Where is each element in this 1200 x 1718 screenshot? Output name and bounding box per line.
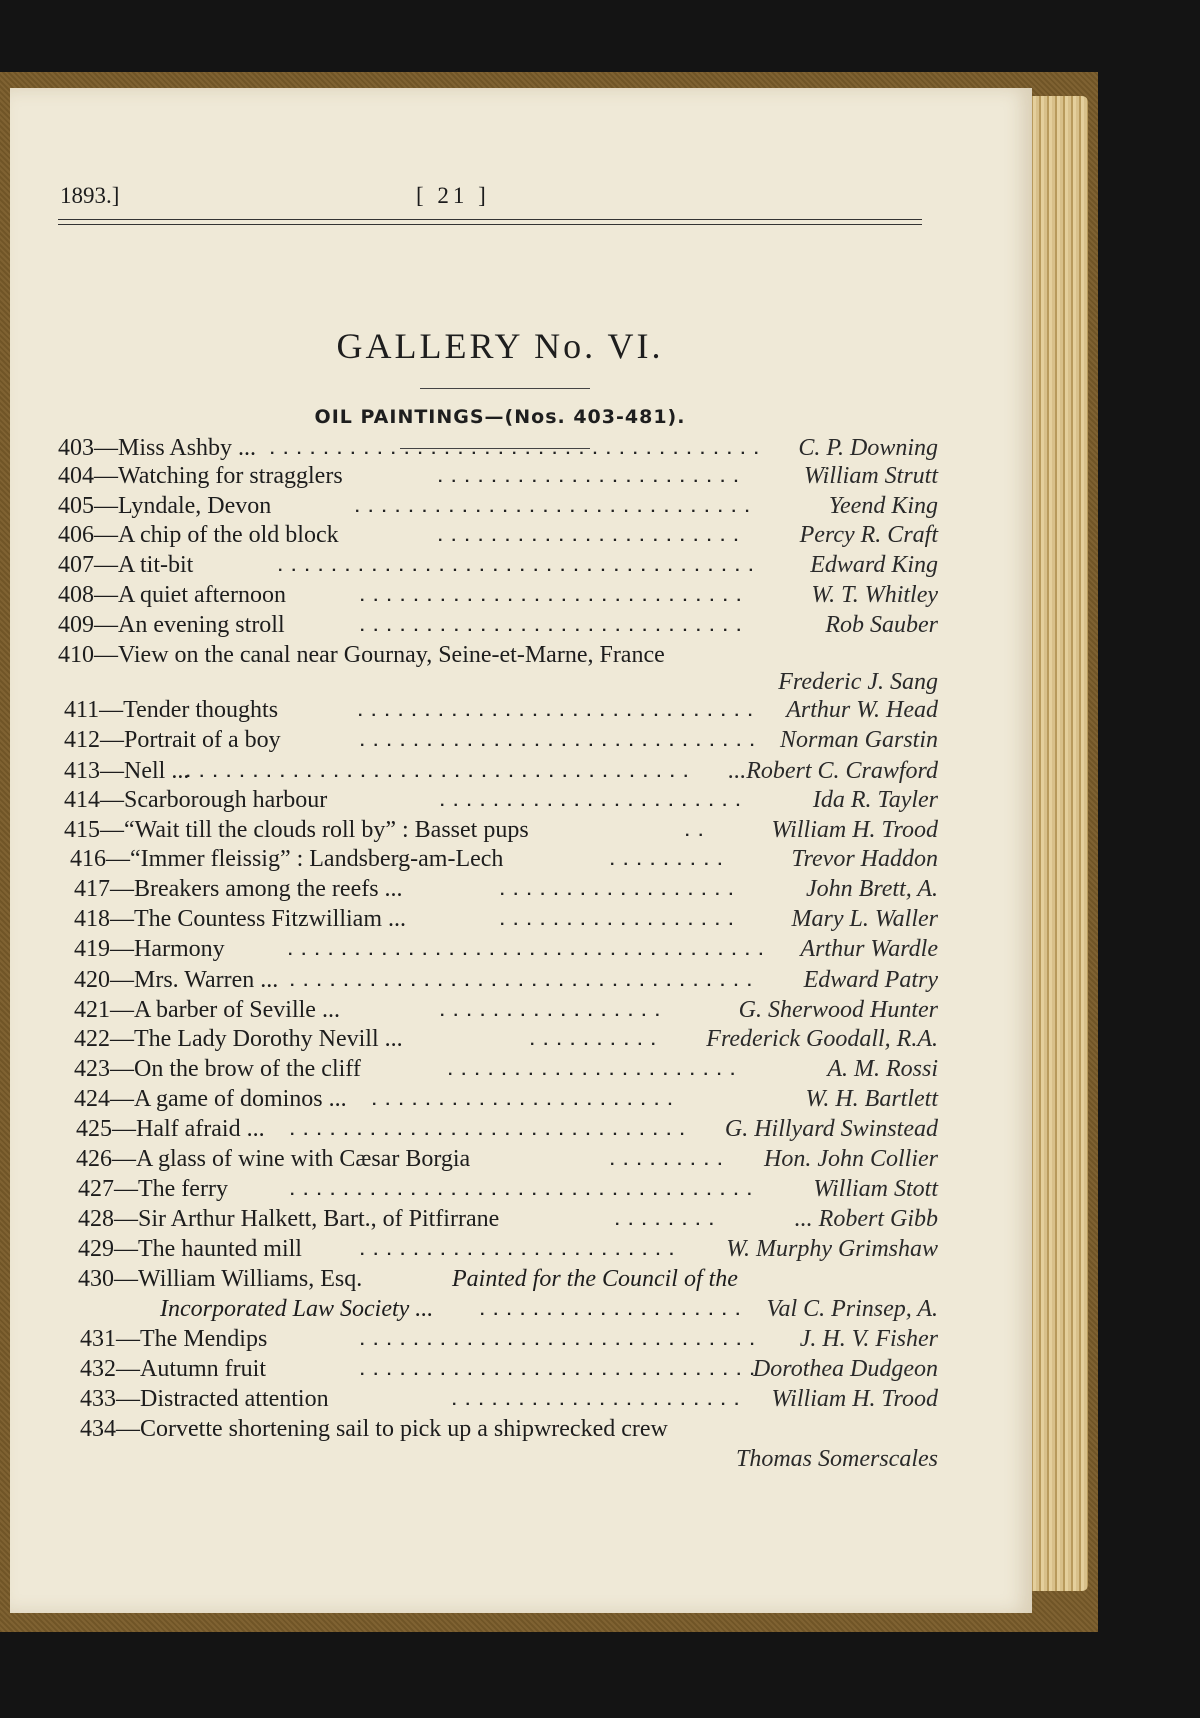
entry-artist: Frederic J. Sang [778,669,938,695]
catalogue-entry [64,817,712,844]
catalogue-entry [58,522,748,549]
entry-artist: W. Murphy Grimshaw [726,1236,938,1262]
leader-dots: .................... [480,1302,749,1319]
entry-note: Painted for the Council of the [452,1266,738,1292]
entry-artist: Yeend King [828,493,938,519]
leader-dots: ........................ [360,1242,683,1259]
entry-title: 423—On the brow of the cliff [74,1056,361,1082]
entry-artist: Edward King [810,552,938,578]
entry-artist: Val C. Prinsep, A. [766,1296,938,1322]
leader-dots: ................................... [290,973,761,990]
entry-title: 431—The Mendips [80,1326,268,1352]
catalogue-entry [80,1326,764,1353]
catalogue-entry [64,727,764,754]
entry-title: 420—Mrs. Warren ... [74,967,279,993]
entry-title: 411—Tender thoughts [64,697,279,723]
catalogue-entry [64,758,697,785]
catalogue-entry [74,1056,744,1083]
leader-dots: ...................... [448,1062,744,1079]
entry-artist: C. P. Downing [798,435,938,461]
catalogue-entry [74,967,761,994]
leader-dots: .............................. [360,1362,764,1379]
catalogue-entry [80,1356,764,1383]
catalogue-entry [58,642,665,669]
gallery-title: GALLERY No. VI. [336,326,664,366]
entry-artist: Hon. John Collier [764,1146,938,1172]
catalogue-entry [78,1266,738,1293]
leader-dots: ......... [610,1152,732,1169]
leader-dots: .............................. [290,1122,694,1139]
leader-dots: .................. [500,882,743,899]
leader-dots: ....................... [438,469,748,486]
entry-artist: Rob Sauber [825,612,938,638]
entry-title: 405—Lyndale, Devon [58,493,272,519]
catalogue-entry [78,1176,761,1203]
section-title: OIL PAINTINGS—(Nos. 403-481). [314,406,686,428]
catalogue-entry [76,1116,694,1143]
leader-dots: ............................. [360,618,750,635]
catalogue-entry [74,936,773,963]
entry-artist: Frederick Goodall, R.A. [706,1026,938,1052]
entry-artist: William H. Trood [771,817,938,843]
entry-title: 407—A tit-bit [58,552,194,578]
entry-title: 417—Breakers among the reefs ... [74,876,403,902]
entry-title: 415—“Wait till the clouds roll by” : Basset pups [64,817,529,843]
entry-title: 425—Half afraid ... [76,1116,265,1142]
catalogue-entry [58,435,768,462]
entry-artist: W. H. Bartlett [805,1086,938,1112]
entry-artist: Mary L. Waller [791,906,938,932]
entry-title: 427—The ferry [78,1176,228,1202]
leader-dots: ..................................... [270,441,768,458]
divider [420,388,590,389]
entry-artist: G. Sherwood Hunter [738,997,938,1023]
entry-title: 428—Sir Arthur Halkett, Bart., of Pitfirrane [78,1206,500,1232]
entry-artist: William Strutt [803,463,938,489]
leader-dots: .................................... [278,558,763,575]
entry-artist: J. H. V. Fisher [799,1326,938,1352]
leader-dots: .......... [530,1032,665,1049]
entry-continuation: Incorporated Law Society ... [160,1296,434,1322]
catalogue-entry [58,493,759,520]
catalogue-entry [64,787,750,814]
catalogue-entry [78,1236,683,1263]
header-year: 1893.] [60,183,120,208]
entry-artist: G. Hillyard Swinstead [724,1116,938,1142]
leader-dots: .............................. [360,1332,764,1349]
entry-artist: Percy R. Craft [799,522,938,548]
entry-title: 426—A glass of wine with Cæsar Borgia [76,1146,471,1172]
entry-title: 404—Watching for stragglers [58,463,343,489]
header-rule [58,224,922,225]
leader-dots: .............................. [360,733,764,750]
entry-artist: Thomas Somerscales [736,1446,938,1472]
catalogue-entry [58,463,748,490]
catalogue-entry [58,582,750,609]
entry-title: 418—The Countess Fitzwilliam ... [74,906,406,932]
entry-title: 406—A chip of the old block [58,522,339,548]
catalogue-entry [74,997,669,1024]
catalogue-entry [64,697,762,724]
catalogue-entry [80,1416,668,1443]
header-rule [58,219,922,220]
entry-title: 412—Portrait of a boy [64,727,281,753]
entry-title: 413—Nell ... [64,758,190,784]
leader-dots: ....................... [438,528,748,545]
entry-artist: ...Robert C. Crawford [728,758,938,784]
leader-dots: .................. [500,912,743,929]
entry-title: 422—The Lady Dorothy Nevill ... [74,1026,403,1052]
entry-artist: John Brett, A. [806,876,938,902]
leader-dots: .................................... [288,942,773,959]
catalogue-entry [74,876,743,903]
entry-title: 421—A barber of Seville ... [74,997,340,1023]
entry-artist: W. T. Whitley [811,582,938,608]
catalogue-entry [58,552,763,579]
leader-dots: ................................... [290,1182,761,1199]
entry-artist: William Stott [813,1176,938,1202]
leader-dots: .. [685,823,712,840]
entry-title: 414—Scarborough harbour [64,787,328,813]
leader-dots: .............................. [358,703,762,720]
entry-title: 432—Autumn fruit [80,1356,266,1382]
leader-dots: ....................... [372,1092,682,1109]
leader-dots: ................. [440,1003,669,1020]
entry-artist: Dorothea Dudgeon [752,1356,938,1382]
entry-artist: Arthur W. Head [786,697,938,723]
entry-title: 408—A quiet afternoon [58,582,286,608]
entry-title: 424—A game of dominos ... [74,1086,347,1112]
entry-title: 410—View on the canal near Gournay, Seine-et-Marne, France [58,642,665,668]
leader-dots: ........ [615,1212,723,1229]
catalogue-entry [80,1386,748,1413]
entry-title: 430—William Williams, Esq. [78,1266,363,1292]
entry-artist: Edward Patry [803,967,938,993]
catalogue-entry [74,1026,665,1053]
entry-artist: William H. Trood [771,1386,938,1412]
entry-artist: Norman Garstin [779,727,938,753]
entry-title: 434—Corvette shortening sail to pick up a shipwrecked crew [80,1416,668,1442]
entry-artist: A. M. Rossi [827,1056,938,1082]
catalogue-entry [58,612,750,639]
entry-artist: Ida R. Tayler [812,787,938,813]
leader-dots: ...................... [452,1392,748,1409]
leader-dots: ............................. [360,588,750,605]
entry-artist: Trevor Haddon [791,846,938,872]
entry-title: 429—The haunted mill [78,1236,302,1262]
entry-title: 403—Miss Ashby ... [58,435,257,461]
entry-title: 409—An evening stroll [58,612,285,638]
catalogue-entry [76,1146,732,1173]
catalogue-entry [74,906,743,933]
leader-dots: ......... [610,852,732,869]
catalogue-entry [70,846,732,873]
entry-title: 433—Distracted attention [80,1386,329,1412]
header-page-number: [ 21 ] [416,183,490,208]
entry-artist: ... Robert Gibb [794,1206,938,1232]
leader-dots: ...................................... [186,764,697,781]
leader-dots: .............................. [355,499,759,516]
entry-title: 419—Harmony [74,936,225,962]
entry-artist: Arthur Wardle [800,936,938,962]
catalogue-entry [78,1206,723,1233]
catalogue-entry [74,1086,682,1113]
leader-dots: ....................... [440,793,750,810]
entry-title: 416—“Immer fleissig” : Landsberg-am-Lech [70,846,504,872]
